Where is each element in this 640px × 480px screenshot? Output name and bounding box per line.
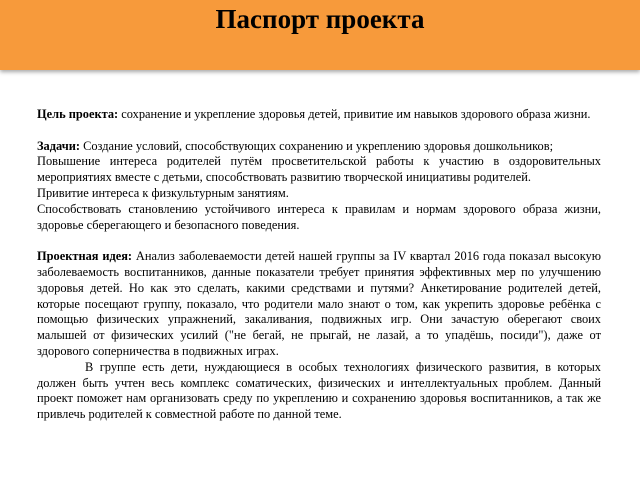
goal-label: Цель проекта: <box>37 107 119 121</box>
idea-paragraph-2: В группе есть дети, нуждающиеся в особых технологиях физического развития, в которых должен быть учтен весь комплекс соматических, физических и интеллектуальных проблем. Данный проект поможет нам организовать среду по укреплению и сохранению здоровья воспитанников, а так же привлечь родителей к совместной работе по данной теме. <box>37 359 601 422</box>
goal-text: сохранение и укрепление здоровья детей, привитие им навыков здорового образа жизни. <box>118 107 591 121</box>
task-item: Повышение интереса родителей путём просветительской работы к участию в оздоровительных мероприятиях вместе с детьми, способствовать развитию творческой инициативы родителей. <box>37 154 601 185</box>
document-body <box>37 107 601 423</box>
header-band <box>0 0 640 70</box>
spacer <box>37 233 601 249</box>
goal-paragraph <box>37 107 601 123</box>
page-title: Паспорт проекта <box>215 4 425 34</box>
task-item: Привитие интереса к физкультурным занятиям. <box>37 185 289 200</box>
idea-label: Проектная идея: <box>37 249 133 264</box>
idea-text: Анализ заболеваемости детей нашей группы за IV квартал 2016 года показал высокую заболеваемость воспитанников, данные показатели требует принятия эффективных мер по улучшению здоровья детей. Но как это сделать, какими средствами и путями? Анкетирование родителей детей, которые посещают группу, показало, что родители мало знают о том, как укрепить здоровье ребёнка с помощью физических упражнений, закаливания, подвижных игр. Они зачастую оберегают своих малышей от физических усилий ("не бегай, не прыгай, не лазай, а то упадёшь, посиди"), даже от здорового соперничества в подвижных играх. <box>37 249 601 358</box>
idea-paragraph <box>37 249 601 360</box>
tasks-paragraph <box>37 139 601 155</box>
tasks-label: Задачи: <box>37 138 80 153</box>
task-item: Способствовать становлению устойчивого интереса к правилам и нормам здорового образа жизни, здоровье сберегающего и безопасного поведения. <box>37 201 601 232</box>
tasks-intro: Создание условий, способствующих сохранению и укреплению здоровья дошкольников; <box>79 138 554 153</box>
spacer <box>37 123 601 139</box>
